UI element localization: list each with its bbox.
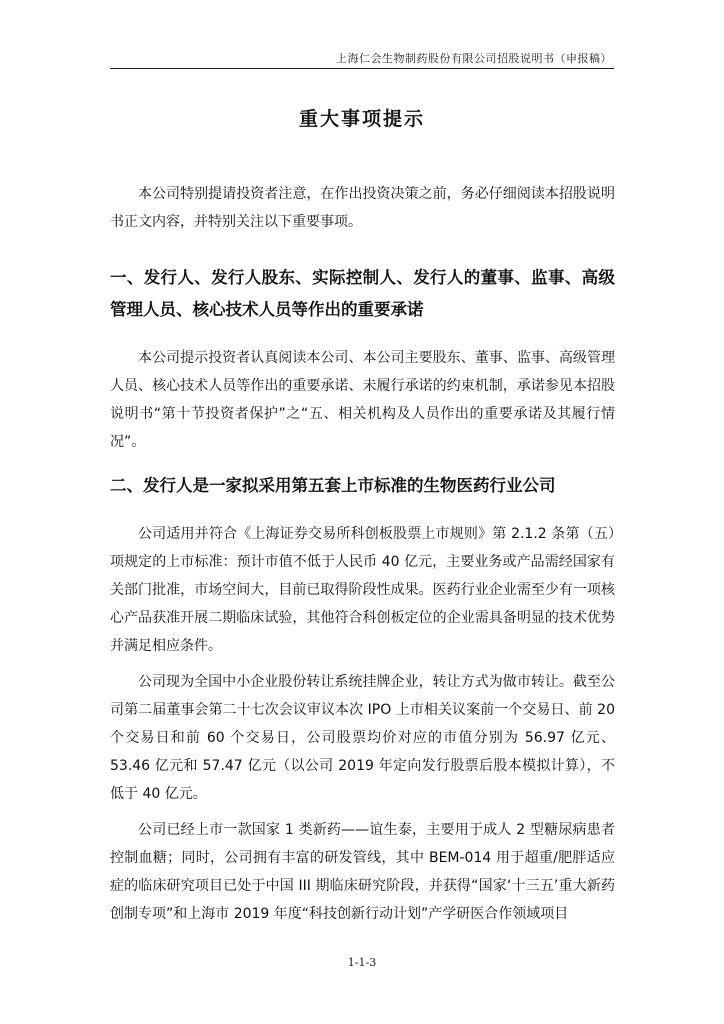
section-1-paragraph-1: 本公司提示投资者认真阅读本公司、本公司主要股东、董事、监事、高级管理人员、核心技术人员等作出的重要承诺、未履行承诺的约束机制，承诺参见本招股说明书“第十节投资者保护”之“五、相关机构及人员作出的重要承诺及其履行情况”。 [110,350,615,450]
running-header: 上海仁会生物制药股份有限公司招股说明书（申报稿） [336,52,612,65]
section-2-paragraph-2: 公司现为全国中小企业股份转让系统挂牌企业，转让方式为做市转让。截至公司第二届董事会第二十七次会议审议本次 IPO 上市相关议案前一个交易日、前 20 个交易日和前 60 个交易日，公司股票均价对应的市值分别为 56.97 亿元、53.46 亿元和 57.47 亿元（以公司 2019 年定向发行股票后股本模拟计算），不低于 40 亿元。 [110,674,615,802]
section-2-paragraph-3: 公司已经上市一款国家 1 类新药——谊生泰，主要用于成人 2 型糖尿病患者控制血糖；同时，公司拥有丰富的研发管线，其中 BEM-014 用于超重/肥胖适应症的临床研究项目已处于中国 III 期临床研究阶段，并获得“国家‘十三五’重大新药创制专项”和上海市 2019 年度“科技创新行动计划”产学研医合作领域项目 [110,822,615,922]
page-title: 重大事项提示 [298,108,425,130]
page-number: 1-1-3 [347,956,377,969]
section-heading-1: 一、发行人、发行人股东、实际控制人、发行人的董事、监事、高级管理人员、核心技术人员等作出的重要承诺 [110,268,615,319]
header-rule [110,68,614,69]
section-2-paragraph-1: 公司适用并符合《上海证券交易所科创板股票上市规则》第 2.1.2 条第（五）项规定的上市标准：预计市值不低于人民币 40 亿元，主要业务或产品需经国家有关部门批准，市场空间大，目前已取得阶段性成果。医药行业企业需至少有一项核心产品获准开展二期临床试验，其他符合科创板定位的企业需具备明显的技术优势并满足相应条件。 [110,526,615,654]
intro-paragraph: 本公司特别提请投资者注意，在作出投资决策之前，务必仔细阅读本招股说明书正文内容，并特别关注以下重要事项。 [110,186,615,230]
document-body [110,180,615,936]
section-heading-2: 二、发行人是一家拟采用第五套上市标准的生物医药行业公司 [110,476,556,495]
